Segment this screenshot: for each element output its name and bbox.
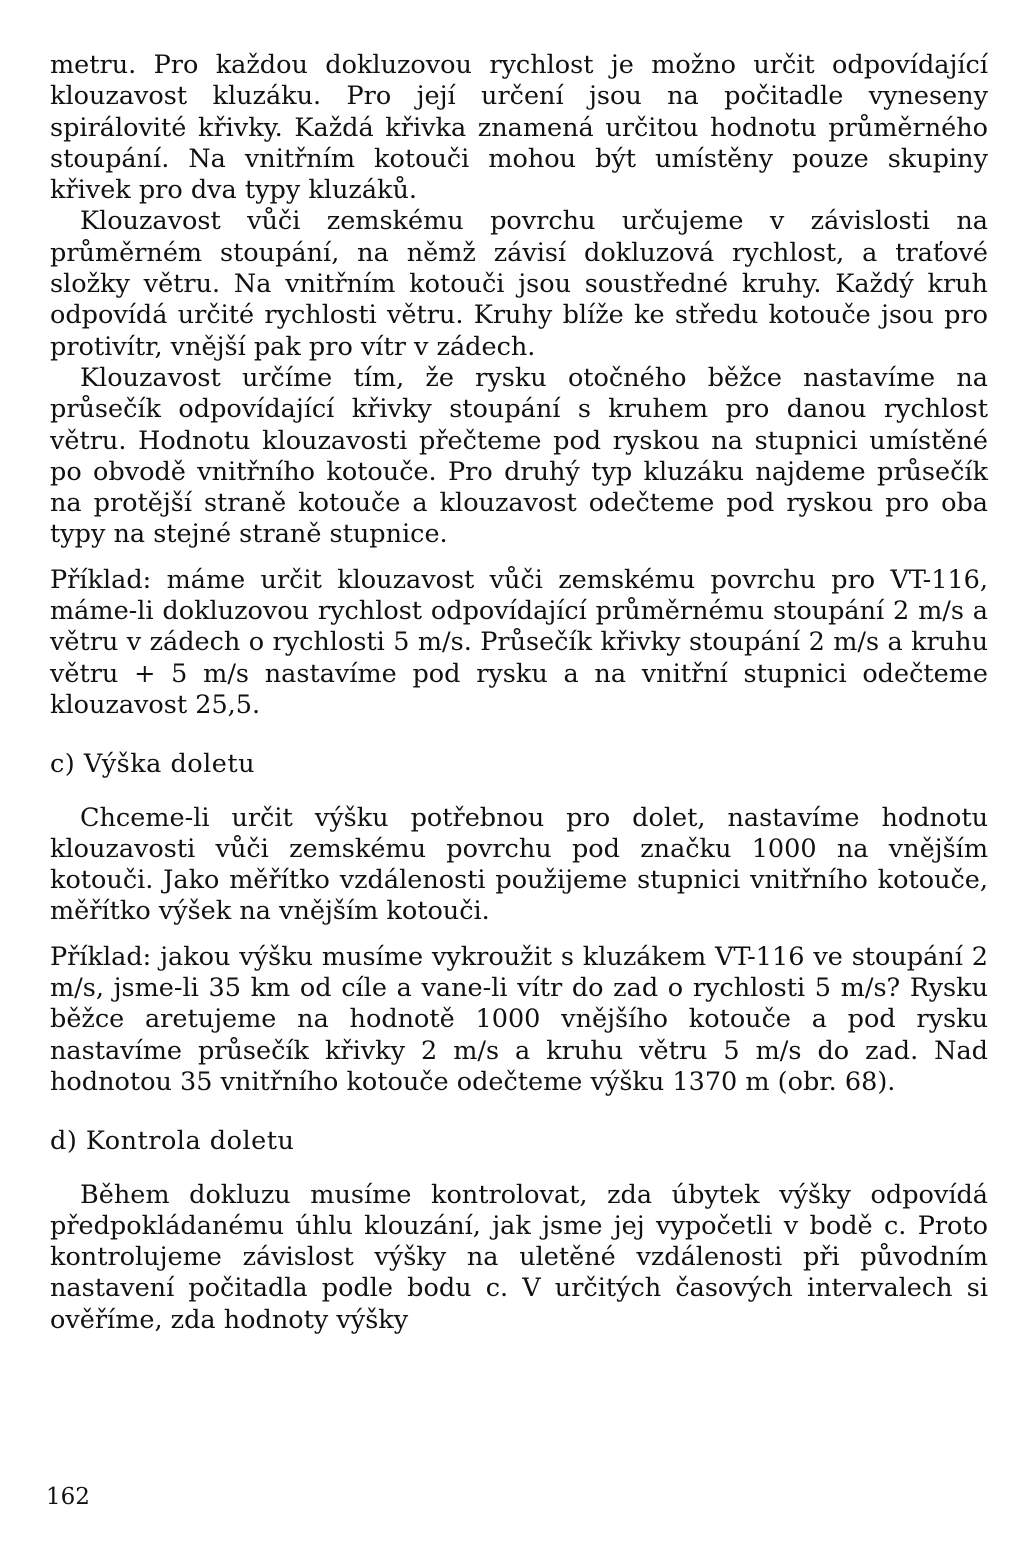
section-heading-d: d) Kontrola doletu [50, 1126, 295, 1157]
paragraph: Klouzavost určíme tím, že rysku otočného běžce nastavíme na průsečík odpovídající křivky stoupání s kruhem pro danou rychlost větru. Hodnotu klouzavosti přečteme pod ryskou na stupnici umístěné po obvodě vnitřního kotouče. Pro druhý typ kluzáku najdeme průsečík na protější straně kotouče a klouzavost odečteme pod ryskou pro oba typy na stejné straně stupnice. [50, 362, 988, 550]
section-heading-c: c) Výška doletu [50, 749, 256, 780]
example-paragraph: Příklad: máme určit klouzavost vůči zemskému povrchu pro VT-116, máme-li dokluzovou rychlost odpovídající průměrnému stoupání 2 m/s a větru v zádech o rychlosti 5 m/s. Průsečík křivky stoupání 2 m/s a kruhu větru + 5 m/s nastavíme pod rysku a na vnitřní stupnici odečteme klouzavost 25,5. [50, 564, 988, 720]
paragraph: Klouzavost vůči zemskému povrchu určujeme v závislosti na průměrném stoupání, na němž závisí dokluzová rychlost, a traťové složky větru. Na vnitřním kotouči jsou soustředné kruhy. Každý kruh odpovídá určité rychlosti větru. Kruhy blíže ke středu kotouče jsou pro protivítr, vnější pak pro vítr v zádech. [50, 206, 988, 362]
paragraph: Během dokluzu musíme kontrolovat, zda úbytek výšky odpovídá předpokládanému úhlu klouzání, jak jsme jej vypočetli v bodě c. Proto kontrolujeme závislost výšky na uletěné vzdálenosti při původním nastavení počitadla podle bodu c. V určitých časových intervalech si ověříme, zda hodnoty výšky [50, 1179, 988, 1335]
example-paragraph: Příklad: jakou výšku musíme vykroužit s kluzákem VT-116 ve stoupání 2 m/s, jsme-li 35 km od cíle a vane-li vítr do zad o rychlosti 5 m/s? Rysku běžce aretujeme na hodnotě 1000 vnějšího kotouče a pod rysku nastavíme průsečík křivky 2 m/s a kruhu větru 5 m/s do zad. Nad hodnotou 35 vnitřního kotouče odečteme výšku 1370 m (obr. 68). [50, 941, 988, 1097]
paragraph: Chceme-li určit výšku potřebnou pro dolet, nastavíme hodnotu klouzavosti vůči zemskému povrchu pod značku 1000 na vnějším kotouči. Jako měřítko vzdálenosti použijeme stupnici vnitřního kotouče, měřítko výšek na vnějším kotouči. [50, 802, 988, 927]
paragraph: metru. Pro každou dokluzovou rychlost je možno určit odpovídající klouzavost kluzáku. Pro její určení jsou na počitadle vyneseny spirálovité křivky. Každá křivka znamená určitou hodnotu průměrného stoupání. Na vnitřním kotouči mohou být umístěny pouze skupiny křivek pro dva typy kluzáků. [50, 50, 988, 206]
page-body [50, 50, 988, 1336]
page-number: 162 [46, 1484, 90, 1510]
